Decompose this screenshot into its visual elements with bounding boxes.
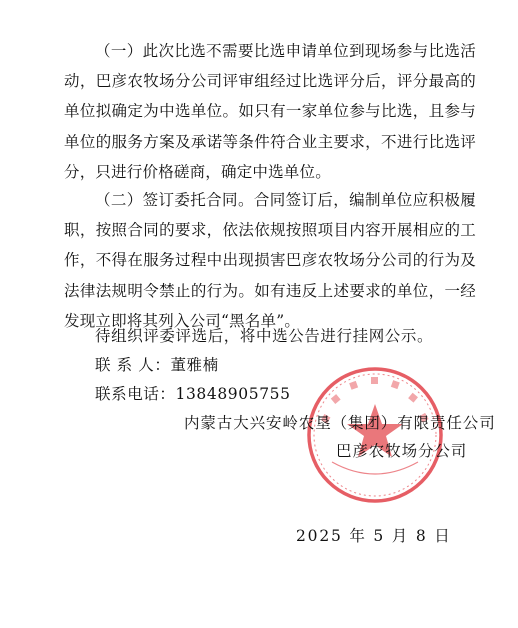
contact-person: 联 系 人：董雅楠 <box>95 356 219 374</box>
paragraph-selection-process: （一）此次比选不需要比选申请单位到现场参与比选活动，巴彦农牧场分公司评审组经过比选评分后，评分最高的单位拟确定为中选单位。如只有一家单位参与比选，且参与单位的服务方案及承诺等条件符合业主要求，不进行比选评分，只进行价格磋商，确定中选单位。 <box>64 42 476 181</box>
official-seal-icon <box>304 364 446 506</box>
paragraph-contract-signing: （二）签订委托合同。合同签订后，编制单位应积极履职，按照合同的要求，依法依规按照项目内容开展相应的工作，不得在服务过程中出现损害巴彦农牧场分公司的行为及法律法规明令禁止的行为。如有违反上述要求的单位，一经发现立即将其列入公司“黑名单”。 <box>64 191 476 330</box>
issuing-branch: 巴彦农牧场分公司 <box>336 442 468 460</box>
issuing-company: 内蒙古大兴安岭农垦（集团）有限责任公司 <box>184 414 496 432</box>
contact-phone: 联系电话：13848905755 <box>95 385 291 403</box>
issue-date: 2025 年 5 月 8 日 <box>296 527 452 545</box>
publication-notice: 待组织评委评选后，将中选公告进行挂网公示。 <box>95 327 434 345</box>
